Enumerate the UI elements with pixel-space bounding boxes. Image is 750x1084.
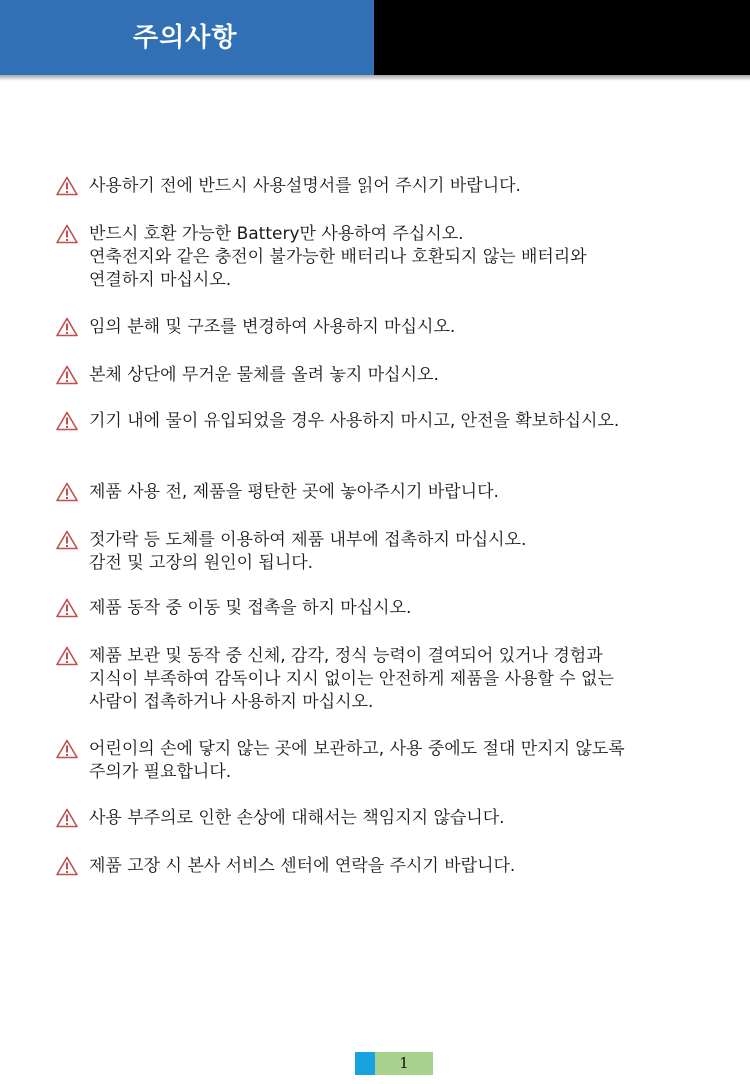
warning-triangle-icon [56, 856, 78, 876]
notice-line: 제품 사용 전, 제품을 평탄한 곳에 놓아주시기 바랍니다. [89, 482, 499, 502]
page-title: 주의사항 [133, 23, 238, 53]
notice-line: 주의가 필요합니다. [89, 762, 232, 782]
warning-triangle-icon [56, 530, 78, 550]
notice-line: 연결하지 마십시오. [89, 270, 232, 290]
notice-line: 제품 고장 시 본사 서비스 센터에 연락을 주시기 바랍니다. [89, 856, 516, 876]
warning-triangle-icon [56, 598, 78, 618]
notice-text [89, 316, 729, 339]
warning-triangle-icon [56, 482, 78, 502]
notice-text [89, 481, 729, 504]
notice-line: 제품 보관 및 동작 중 신체, 감각, 정식 능력이 결여되어 있거나 경험과 [89, 646, 603, 666]
notice-line: 사용 부주의로 인한 손상에 대해서는 책임지지 않습니다. [89, 808, 505, 828]
warning-triangle-icon [56, 739, 78, 759]
header-shadow [0, 75, 750, 81]
warning-triangle-icon [56, 365, 78, 385]
notice-text [89, 410, 729, 433]
notice-line: 젓가락 등 도체를 이용하여 제품 내부에 접촉하지 마십시오. [89, 530, 527, 550]
notice-line: 본체 상단에 무거운 물체를 올려 놓지 마십시오. [89, 365, 439, 385]
notice-line: 기기 내에 물이 유입되었을 경우 사용하지 마시고, 안전을 확보하십시오. [89, 411, 620, 431]
notice-line: 사람이 접촉하거나 사용하지 마십시오. [89, 692, 374, 712]
notice-line: 반드시 호환 가능한 Battery만 사용하여 주십시오. [89, 224, 464, 244]
notice-text [89, 529, 729, 575]
notice-line: 연축전지와 같은 충전이 불가능한 배터리나 호환되지 않는 배터리와 [89, 247, 587, 267]
page-number-accent [355, 1052, 375, 1075]
warning-triangle-icon [56, 224, 78, 244]
notice-line: 지식이 부족하여 감독이나 지시 없이는 안전하게 제품을 사용할 수 없는 [89, 669, 614, 689]
header-bar [0, 0, 750, 75]
notice-line: 임의 분해 및 구조를 변경하여 사용하지 마십시오. [89, 317, 456, 337]
notice-text [89, 645, 729, 714]
page-number-badge [355, 1052, 433, 1075]
warning-triangle-icon [56, 317, 78, 337]
notice-text [89, 223, 729, 292]
notice-text [89, 807, 729, 830]
notice-text [89, 175, 729, 198]
notice-line: 제품 동작 중 이동 및 접촉을 하지 마십시오. [89, 598, 412, 618]
notice-text [89, 738, 729, 784]
notice-text [89, 597, 729, 620]
warning-triangle-icon [56, 808, 78, 828]
page-number: 1 [375, 1052, 433, 1075]
notice-line: 어린이의 손에 닿지 않는 곳에 보관하고, 사용 중에도 절대 만지지 않도록 [89, 739, 625, 759]
warning-triangle-icon [56, 176, 78, 196]
warning-triangle-icon [56, 646, 78, 666]
notice-text [89, 364, 729, 387]
notice-text [89, 855, 729, 878]
notice-line: 감전 및 고장의 원인이 됩니다. [89, 553, 314, 573]
header-dark-block [374, 0, 750, 75]
warning-triangle-icon [56, 411, 78, 431]
notice-line: 사용하기 전에 반드시 사용설명서를 읽어 주시기 바랍니다. [89, 176, 521, 196]
